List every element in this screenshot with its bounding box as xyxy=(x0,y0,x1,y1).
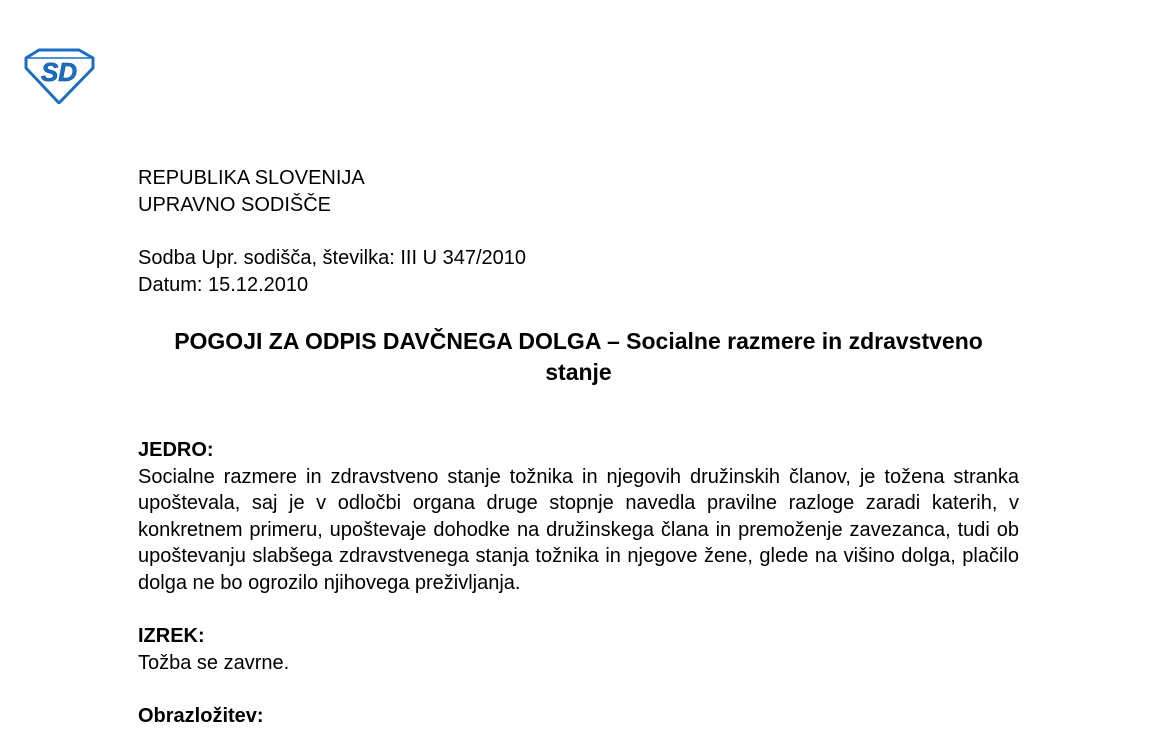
sd-logo-icon xyxy=(22,48,96,104)
izrek-heading: IZREK: xyxy=(138,625,205,647)
izrek-section xyxy=(138,623,1019,676)
document-title: POGOJI ZA ODPIS DAVČNEGA DOLGA – Socialne razmere in zdravstveno stanje xyxy=(174,328,983,385)
country-heading: REPUBLIKA SLOVENIJA xyxy=(138,167,365,189)
obrazlozitev-section xyxy=(138,703,1019,730)
izrek-text: Tožba se zavrne. xyxy=(138,651,290,674)
jedro-section xyxy=(138,437,1019,596)
logo-text: SD xyxy=(40,57,78,87)
decision-date: Datum: 15.12.2010 xyxy=(138,273,309,296)
case-number: Sodba Upr. sodišča, številka: III U 347/2010 xyxy=(138,247,526,269)
document-body xyxy=(138,165,1019,730)
obrazlozitev-heading: Obrazložitev: xyxy=(138,705,264,727)
court-heading: UPRAVNO SODIŠČE xyxy=(138,193,331,216)
jedro-text: Socialne razmere in zdravstveno stanje tožnika in njegovih družinskih članov, je tožena stranka upoštevala, saj je v odločbi organa druge stopnje navedla pravilne razloge zaradi katerih, v konkretnem primeru, upoštevaje dohodke na družinskega člana in premoženje zavezanca, tudi ob upoštevanju slabšega zdravstvenega stanja tožnika in njegove žene, glede na višino dolga, plačilo dolga ne bo ogrozilo njihovega preživljanja. xyxy=(138,465,1019,594)
jedro-heading: JEDRO: xyxy=(138,439,214,461)
